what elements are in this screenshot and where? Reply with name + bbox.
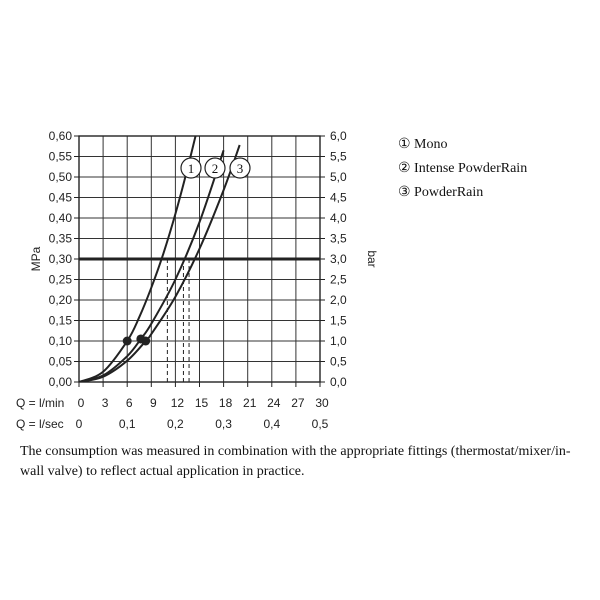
- right-tick-label: 5,5: [330, 149, 347, 164]
- right-tick-label: 2,0: [330, 293, 347, 307]
- curve-label-text: 3: [236, 161, 244, 176]
- left-tick-label: 0,40: [48, 211, 72, 225]
- x-axis-lsec-ticks: [76, 417, 329, 431]
- x-tick-label-lmin: 18: [218, 396, 233, 410]
- left-tick-label: 0,60: [48, 129, 72, 143]
- curve-label-text: 2: [211, 161, 219, 176]
- x-tick-label-lmin: 0: [77, 396, 85, 410]
- x-tick-label-lmin: 24: [267, 396, 281, 410]
- right-axis-label: bar: [365, 250, 379, 268]
- x-axis-lmin-label: Q = l/min: [16, 396, 65, 410]
- x-tick-label-lmin: 30: [315, 396, 329, 410]
- right-tick-label: 0,0: [330, 375, 347, 389]
- x-tick-label-lmin: 21: [243, 396, 257, 410]
- x-axis-lsec-label: Q = l/sec: [16, 417, 64, 431]
- legend: [398, 137, 527, 200]
- right-tick-label: 2,5: [330, 272, 347, 287]
- left-tick-label: 0,35: [48, 231, 72, 246]
- right-tick-label: 0,5: [330, 354, 347, 369]
- left-axis-ticks: [49, 129, 79, 389]
- x-tick-label-lsec: 0: [75, 417, 83, 431]
- right-tick-label: 4,0: [330, 211, 347, 225]
- left-tick-label: 0,10: [48, 334, 72, 348]
- x-tick-label-lsec: 0,4: [263, 417, 281, 431]
- right-tick-label: 4,5: [330, 190, 347, 205]
- curve-label-text: 1: [187, 161, 195, 176]
- caption: The consumption was measured in combination with the appropriate fittings (thermostat/mixer/in-wall valve) to reflect actual application in practice.: [20, 444, 571, 479]
- operating-point: [141, 337, 150, 346]
- right-axis-ticks: [320, 129, 347, 389]
- x-tick-label-lmin: 12: [170, 396, 185, 410]
- legend-item-powderrain: ③ PowderRain: [398, 185, 484, 200]
- operating-point: [123, 337, 132, 346]
- right-tick-label: 1,5: [330, 313, 347, 328]
- x-tick-label-lmin: 9: [149, 396, 157, 410]
- x-axis-lmin-ticks: [78, 382, 329, 410]
- left-tick-label: 0,25: [48, 272, 72, 287]
- x-tick-label-lmin: 27: [291, 396, 305, 410]
- left-tick-label: 0,45: [48, 190, 72, 205]
- left-tick-label: 0,05: [48, 354, 72, 369]
- left-tick-label: 0,15: [48, 313, 72, 328]
- x-tick-label-lsec: 0,3: [215, 417, 232, 431]
- right-tick-label: 1,0: [330, 334, 347, 348]
- right-tick-label: 6,0: [330, 129, 347, 143]
- left-tick-label: 0,50: [48, 170, 72, 184]
- legend-item-mono: ① Mono: [398, 137, 448, 152]
- right-tick-label: 3,5: [330, 231, 347, 246]
- curve-labels: [181, 158, 250, 178]
- left-axis-label: MPa: [29, 246, 43, 272]
- left-tick-label: 0,20: [48, 293, 72, 307]
- left-tick-label: 0,00: [48, 375, 72, 389]
- x-tick-label-lmin: 3: [101, 396, 109, 410]
- left-tick-label: 0,30: [48, 252, 72, 266]
- right-tick-label: 5,0: [330, 170, 347, 184]
- x-tick-label-lmin: 15: [194, 396, 209, 410]
- x-tick-label-lsec: 0,5: [311, 417, 329, 431]
- legend-item-intense-powderrain: ② Intense PowderRain: [398, 161, 528, 176]
- x-tick-label-lsec: 0,1: [118, 417, 136, 431]
- left-tick-label: 0,55: [48, 149, 72, 164]
- right-tick-label: 3,0: [330, 252, 347, 266]
- x-tick-label-lsec: 0,2: [167, 417, 184, 431]
- x-tick-label-lmin: 6: [125, 396, 133, 410]
